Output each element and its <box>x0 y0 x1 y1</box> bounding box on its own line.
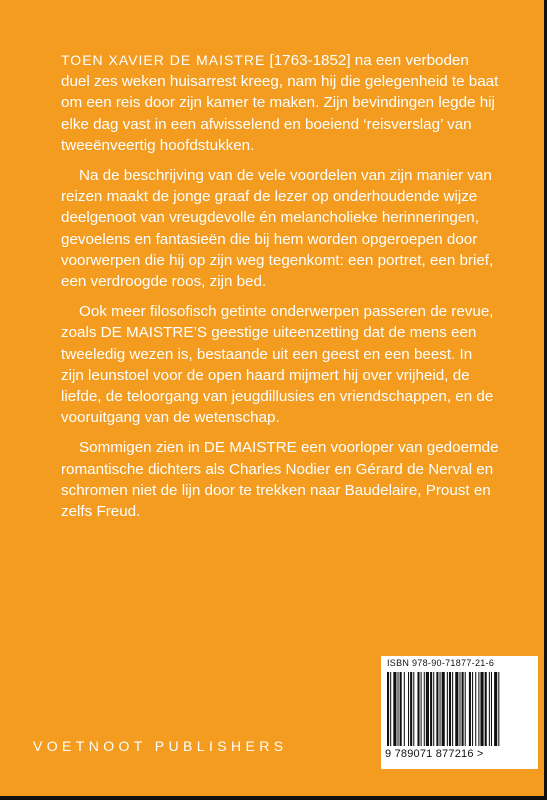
barcode-stripe <box>449 672 451 746</box>
barcode-stripe <box>398 672 399 746</box>
barcode-stripe <box>462 672 464 746</box>
barcode-stripe <box>408 672 409 746</box>
barcode-stripe <box>455 672 458 746</box>
barcode-stripe <box>387 672 389 746</box>
barcode-stripe <box>494 672 497 746</box>
barcode-stripe <box>480 672 483 746</box>
barcode-stripe <box>489 672 490 746</box>
barcode-stripe <box>413 672 414 746</box>
barcode-stripe <box>430 672 432 746</box>
barcode-stripe <box>465 672 466 746</box>
barcode-stripe <box>475 672 476 746</box>
barcode-stripe <box>485 672 487 746</box>
barcode-stripe <box>393 672 396 746</box>
barcode-stripe <box>447 672 448 746</box>
barcode-stripe <box>478 672 479 746</box>
intro-paragraph <box>61 50 499 156</box>
barcode-bars <box>387 672 533 746</box>
barcode-stripe <box>452 672 453 746</box>
isbn-label: ISBN 978-90-71877-21-6 <box>387 658 495 668</box>
barcode-stripe <box>491 672 492 746</box>
paragraph-3: Ook meer filosofisch getinte onderwerpen passeren de revue, zoals DE MAISTRE’S geestige uiteenzetting dat de mens een tweeledig wezen is, bestaande uit een geest en een beest. In zijn leunstoel voor de open haard mijmert hij over vrijheid, de liefde, de teloorgang van jeugdillusies en vriendschappen, en de vooruitgang van de wetenschap. <box>61 303 494 427</box>
publisher-name: VOETNOOT PUBLISHERS <box>33 738 288 754</box>
barcode-stripe <box>469 672 471 746</box>
barcode-stripe <box>404 672 405 746</box>
intro-smallcaps: TOEN XAVIER DE MAISTRE <box>61 52 266 68</box>
barcode-stripe <box>440 672 441 746</box>
barcode-stripe <box>459 672 460 746</box>
barcode-stripe <box>433 672 434 746</box>
barcode-stripe <box>424 672 425 746</box>
barcode-stripe <box>426 672 429 746</box>
intro-text: [1763-1852] na een verboden duel zes weken huisarrest kreeg, nam hij die gelegenheid te baat om een reis door zijn kamer te maken. Zijn bevindingen legde hij elke dag vast in een afwisselend en boeiend ‘reisverslag’ van tweeënveertig hoofdstukken. <box>61 52 499 154</box>
paragraph-2: Na de beschrijving van de vele voordelen van zijn manier van reizen maakt de jonge graaf de lezer op onderhoudende wijze deelgenoot van vreugdevolle én melancholieke herinneringen, gevoelens en fantasieën die bij hem worden opgeroepen door voorwerpen die hij op zijn weg tegenkomt: een portret, een brief, een verdroogde roos, zijn bed. <box>61 167 494 291</box>
barcode-stripe <box>421 672 422 746</box>
blurb <box>61 50 499 531</box>
barcode-number: 9 789071 877216 > <box>385 748 484 760</box>
barcode-box <box>381 656 538 769</box>
barcode-stripe <box>400 672 402 746</box>
barcode-stripe <box>417 672 419 746</box>
barcode-stripe <box>410 672 412 746</box>
barcode-stripe <box>472 672 473 746</box>
barcode-stripe <box>436 672 438 746</box>
barcode-stripe <box>442 672 445 746</box>
paragraph-4: Sommigen zien in DE MAISTRE een voorloper van gedoemde romantische dichters als Charles Nodier en Gérard de Nerval en schromen niet de lijn door te trekken naar Baudelaire, Proust en zelfs Freud. <box>61 439 499 521</box>
barcode-stripe <box>498 672 499 746</box>
barcode-stripe <box>390 672 391 746</box>
